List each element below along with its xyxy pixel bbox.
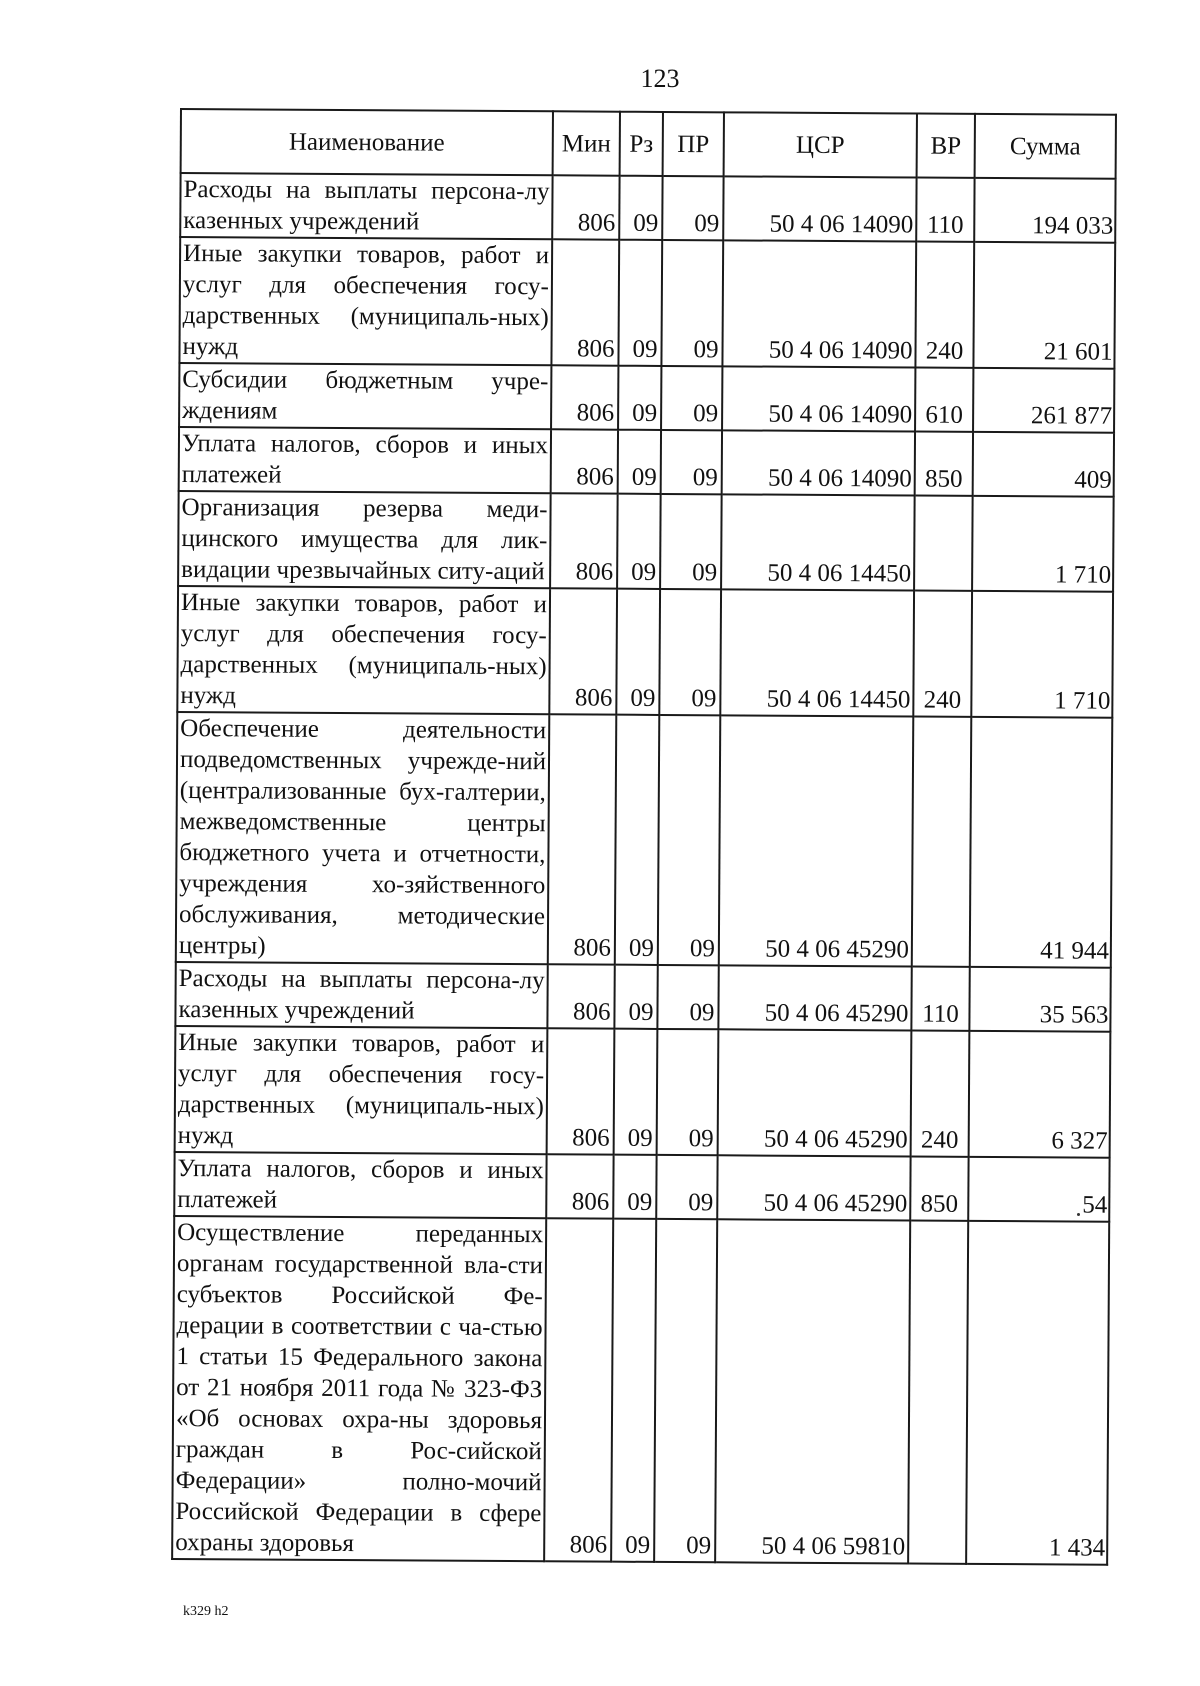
row-sum: 1 710 — [972, 496, 1114, 592]
row-csr: 50 4 06 45290 — [719, 715, 914, 966]
row-vr: 240 — [911, 1030, 970, 1156]
row-name: Организация резерва меди-цинского имущества для лик-видации чрезвычайных ситу-аций — [178, 491, 551, 588]
row-sum: 261 877 — [973, 368, 1114, 433]
row-rz: 09 — [616, 589, 660, 715]
row-vr: 240 — [915, 241, 974, 367]
row-name: Расходы на выплаты персона-лу казенных учреждений — [175, 962, 547, 1028]
row-rz: 09 — [618, 240, 662, 366]
row-rz: 09 — [613, 1155, 656, 1219]
row-vr: 110 — [916, 178, 974, 242]
row-name: Субсидии бюджетным учре-ждениям — [179, 363, 551, 429]
table-row — [178, 491, 1114, 592]
row-pr: 09 — [660, 494, 722, 589]
row-csr: 50 4 06 45290 — [717, 1155, 910, 1220]
header-min: Мин — [553, 111, 620, 175]
row-rz: 09 — [618, 366, 661, 430]
row-csr: 50 4 06 14090 — [722, 240, 916, 367]
row-csr: 50 4 06 14090 — [723, 176, 916, 241]
page-number: 123 — [640, 64, 680, 93]
row-vr: 850 — [910, 1156, 968, 1220]
table-row — [177, 586, 1113, 718]
row-min: 806 — [551, 429, 618, 493]
row-min: 806 — [551, 365, 618, 429]
row-rz: 09 — [619, 176, 662, 240]
row-name: Расходы на выплаты персона-лу казенных учреждений — [180, 173, 552, 239]
row-sum: 6 327 — [969, 1031, 1111, 1158]
row-csr: 50 4 06 45290 — [718, 1029, 912, 1156]
row-pr: 09 — [656, 1155, 717, 1219]
row-min: 806 — [547, 1028, 615, 1154]
table-row — [180, 173, 1115, 243]
row-pr: 09 — [657, 1029, 719, 1155]
row-sum: 54 — [968, 1157, 1109, 1222]
row-csr: 50 4 06 59810 — [715, 1219, 910, 1563]
row-csr: 50 4 06 14450 — [721, 494, 915, 590]
row-sum: 35 563 — [969, 967, 1110, 1032]
row-pr: 09 — [659, 589, 721, 715]
row-pr: 09 — [658, 715, 721, 965]
table-row — [174, 1152, 1109, 1222]
row-rz: 09 — [615, 715, 660, 965]
row-min: 806 — [547, 964, 614, 1028]
row-name: Иные закупки товаров, работ и услуг для обеспечения госу-дарственных (муниципаль-ных) нужд — [177, 586, 550, 714]
row-name: Осуществление переданных органам государственной вла-сти субъектов Российской Фе-дерации в соответствии с ча-стью 1 статьи 15 Федерального закона от 21 ноября 2011 года № 323-ФЗ «Об основах охра-ны здоровья граждан в Рос-сийской Федерации» полно-мочий Российской Федерации в сфере охраны здоровья — [172, 1216, 546, 1561]
header-sum: Сумма — [975, 114, 1116, 179]
row-min: 806 — [551, 239, 619, 365]
row-csr: 50 4 06 14090 — [722, 366, 915, 431]
row-name: Уплата налогов, сборов и иных платежей — [179, 427, 551, 493]
row-min: 806 — [546, 1154, 613, 1218]
row-sum: 41 944 — [970, 717, 1113, 968]
row-pr: 09 — [661, 430, 722, 494]
header-pr: ПР — [663, 112, 724, 176]
header-csr: ЦСР — [724, 112, 917, 177]
table-header — [181, 109, 1116, 179]
row-name: Обеспечение деятельности подведомственных учрежде-ний (централизованные бух-галтерии, межведомственные центры бюджетного учета и отчетности, учреждения хо-зяйственного обслуживания, методические центры) — [176, 712, 550, 964]
row-rz: 09 — [614, 965, 657, 1029]
row-vr: 240 — [913, 590, 972, 716]
row-min: 806 — [552, 175, 619, 239]
table-row — [179, 237, 1115, 369]
row-csr: 50 4 06 14090 — [722, 430, 915, 495]
row-min: 806 — [548, 714, 617, 964]
table-row — [176, 712, 1113, 968]
row-pr: 09 — [661, 240, 723, 366]
row-vr: 850 — [915, 431, 973, 495]
row-vr: 110 — [911, 966, 969, 1030]
row-name: Иные закупки товаров, работ и услуг для обеспечения госу-дарственных (муниципаль-ных) нужд — [175, 1026, 548, 1154]
row-rz: 09 — [611, 1219, 656, 1562]
row-vr — [914, 495, 973, 590]
row-pr: 09 — [654, 1219, 717, 1562]
row-min: 806 — [549, 588, 617, 714]
footer-code: k329 h2 — [183, 1604, 229, 1619]
table-row — [175, 1026, 1111, 1158]
table-row — [172, 1216, 1109, 1565]
row-sum: 409 — [973, 432, 1114, 497]
row-rz: 09 — [614, 1029, 658, 1155]
row-sum: 194 033 — [974, 178, 1115, 243]
header-name: Наименование — [181, 109, 553, 175]
row-rz: 09 — [617, 494, 661, 589]
row-pr: 09 — [657, 965, 718, 1029]
header-row — [181, 109, 1116, 179]
table-row — [179, 427, 1114, 497]
row-min: 806 — [544, 1218, 613, 1561]
row-min: 806 — [550, 493, 618, 588]
table-row — [179, 363, 1114, 433]
row-name: Уплата налогов, сборов и иных платежей — [174, 1152, 546, 1218]
budget-table — [171, 108, 1117, 1566]
row-sum: 1 434 — [966, 1221, 1109, 1565]
row-vr: 610 — [915, 367, 973, 431]
row-pr: 09 — [661, 366, 722, 430]
row-sum: 21 601 — [973, 242, 1115, 369]
row-csr: 50 4 06 14450 — [720, 589, 914, 716]
header-rz: Рз — [620, 112, 663, 176]
row-pr: 09 — [662, 176, 723, 240]
row-rz: 09 — [618, 430, 661, 494]
header-vr: ВР — [917, 114, 975, 178]
table-row — [175, 962, 1110, 1032]
row-vr — [912, 716, 972, 966]
row-sum: 1 710 — [971, 591, 1113, 718]
row-csr: 50 4 06 45290 — [718, 965, 911, 1030]
row-vr — [908, 1220, 968, 1563]
row-name: Иные закупки товаров, работ и услуг для обеспечения госу-дарственных (муниципаль-ных) нужд — [179, 237, 552, 365]
table-body — [172, 173, 1115, 1565]
scan-speck — [1077, 1213, 1080, 1216]
